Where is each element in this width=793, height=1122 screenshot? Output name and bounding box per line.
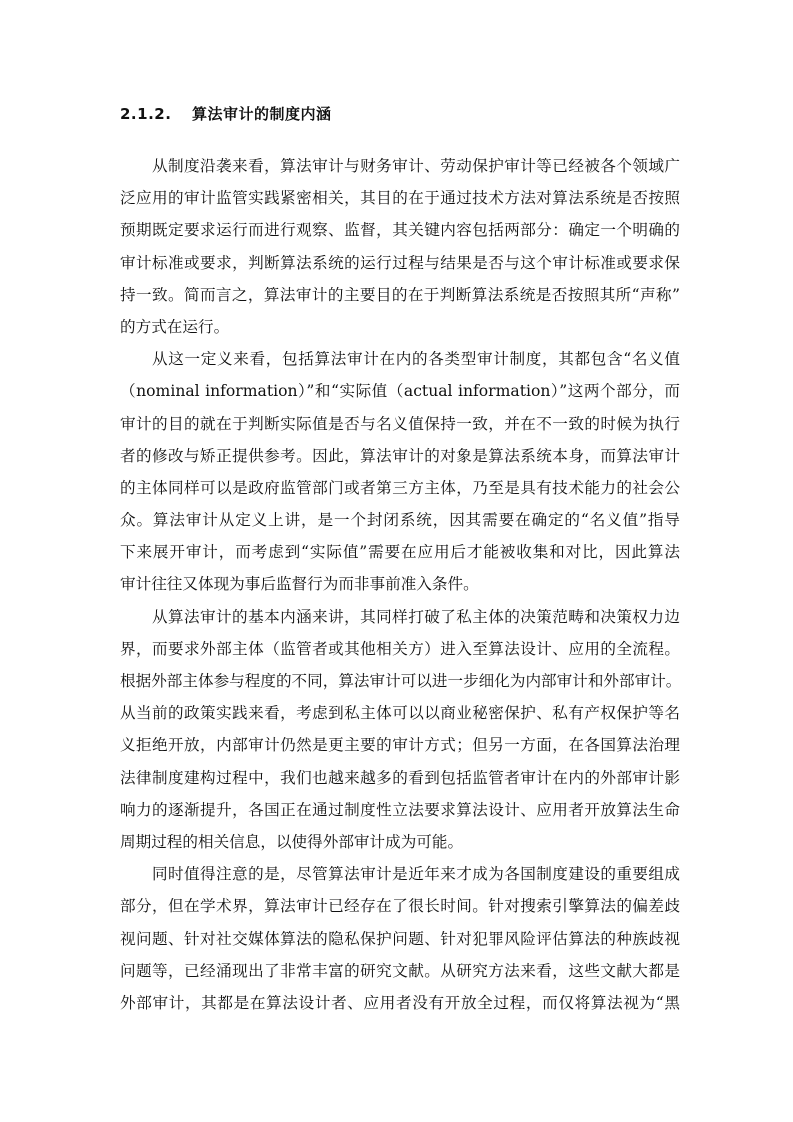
paragraph-line: 从算法审计的基本内涵来讲，其同样打破了私主体的决策范畴和决策权力边 [152, 607, 680, 626]
section-title: 算法审计的制度内涵 [192, 105, 332, 123]
section-heading [120, 103, 332, 124]
paragraph-line: 周期过程的相关信息，以使得外部审计成为可能。 [120, 832, 464, 851]
paragraph-line: 部分，但在学术界，算法审计已经存在了很长时间。针对搜索引擎算法的偏差歧 [120, 897, 680, 916]
paragraph-line: 下来展开审计，而考虑到“实际值”需要在应用后才能被收集和对比，因此算法 [120, 543, 680, 562]
paragraph-line: 从这一定义来看，包括算法审计在内的各类型审计制度，其都包含“名义值 [152, 350, 680, 369]
paragraph-line: 同时值得注意的是，尽管算法审计是近年来才成为各国制度建设的重要组成 [152, 865, 680, 884]
paragraph-line: 问题等，已经涌现出了非常丰富的研究文献。从研究方法来看，这些文献大都是 [120, 961, 680, 980]
paragraph-line: 视问题、针对社交媒体算法的隐私保护问题、针对犯罪风险评估算法的种族歧视 [120, 929, 680, 948]
paragraph-line: 义拒绝开放，内部审计仍然是更主要的审计方式；但另一方面，在各国算法治理 [120, 736, 680, 755]
paragraph-line: 法律制度建构过程中，我们也越来越多的看到包括监管者审计在内的外部审计影 [120, 768, 680, 787]
section-number: 2.1.2. [120, 105, 172, 123]
paragraph-line: 审计的目的就在于判断实际值是否与名义值保持一致，并在不一致的时候为执行 [120, 414, 680, 433]
paragraph-line: 泛应用的审计监管实践紧密相关，其目的在于通过技术方法对算法系统是否按照 [120, 189, 680, 208]
paragraph-line: 审计往往又体现为事后监督行为而非事前准入条件。 [120, 575, 479, 594]
paragraph-line: 响力的逐渐提升，各国正在通过制度性立法要求算法设计、应用者开放算法生命 [120, 800, 680, 819]
paragraph-line: 审计标准或要求，判断算法系统的运行过程与结果是否与这个审计标准或要求保 [120, 253, 680, 272]
paragraph-line: 者的修改与矫正提供参考。因此，算法审计的对象是算法系统本身，而算法审计 [120, 446, 680, 465]
paragraph-line: 的方式在运行。 [120, 317, 230, 336]
paragraph-line: 从制度沿袭来看，算法审计与财务审计、劳动保护审计等已经被各个领域广 [152, 157, 680, 175]
paragraph-line: 持一致。简而言之，算法审计的主要目的在于判断算法系统是否按照其所“声称” [120, 285, 680, 304]
paragraph-line: 众。算法审计从定义上讲，是一个封闭系统，因其需要在确定的“名义值”指导 [120, 511, 680, 530]
body-text [120, 150, 680, 1019]
paragraph-line: 从当前的政策实践来看，考虑到私主体可以以商业秘密保护、私有产权保护等名 [120, 704, 680, 723]
paragraph-line: （nominal information）”和“实际值（actual information）”这两个部分，而 [120, 382, 680, 401]
paragraph-line: 根据外部主体参与程度的不同，算法审计可以进一步细化为内部审计和外部审计。 [120, 672, 682, 690]
paragraph-line: 预期既定要求运行而进行观察、监督，其关键内容包括两部分：确定一个明确的 [120, 221, 680, 240]
paragraph-line: 外部审计，其都是在算法设计者、应用者没有开放全过程，而仅将算法视为“黑 [120, 993, 680, 1012]
paragraph-line: 的主体同样可以是政府监管部门或者第三方主体，乃至是具有技术能力的社会公 [120, 478, 680, 497]
paragraph-line: 界，而要求外部主体（监管者或其他相关方）进入至算法设计、应用的全流程。 [120, 639, 680, 658]
